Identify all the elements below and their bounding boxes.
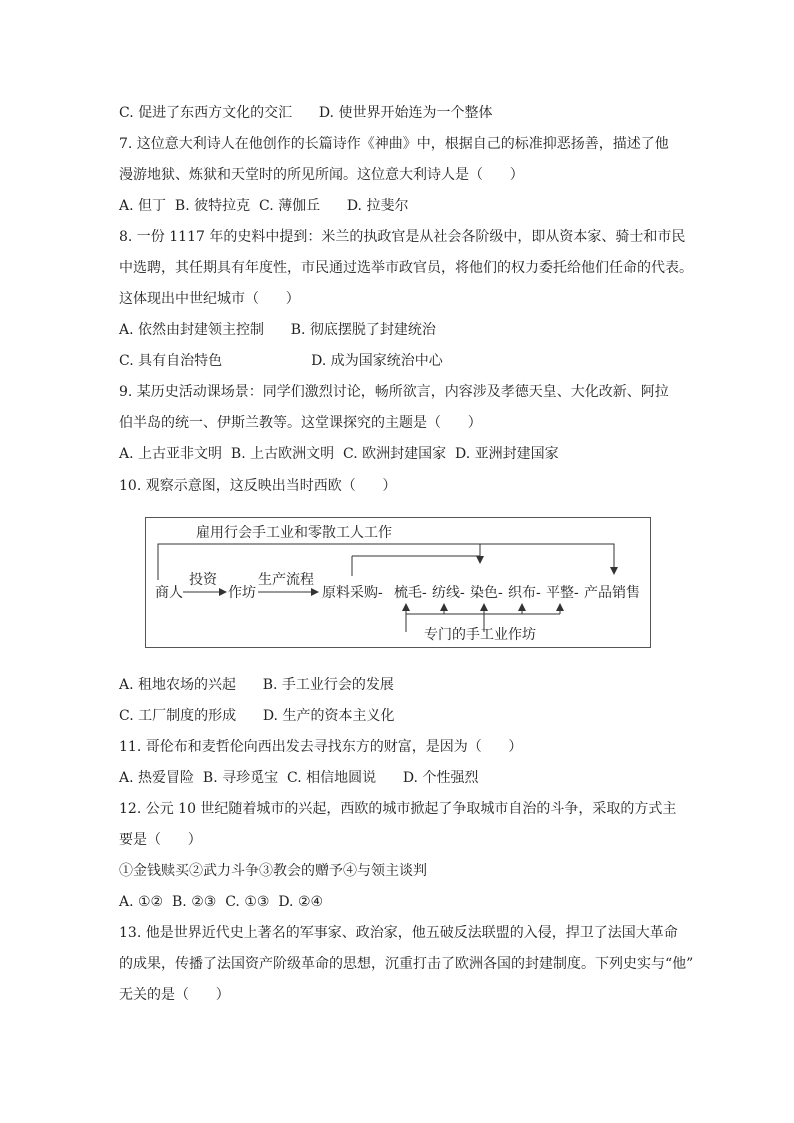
chain-dash: - xyxy=(378,585,383,601)
production-flow-diagram xyxy=(145,517,651,648)
invest-label: 投资 xyxy=(189,572,217,588)
chain-dash: - xyxy=(574,585,579,601)
text-line: 漫游地狱、炼狱和天堂时的所见所闻。这位意大利诗人是（ ） xyxy=(119,167,524,183)
text-line: 中选聘，其任期具有年度性，市民通过选举市政官员，将他们的权力委托给他们任命的代表。 xyxy=(119,260,693,276)
diagram-svg xyxy=(146,518,652,649)
text-line: 8. 一份 1117 年的史料中提到：米兰的执政官是从社会各阶级中，即从资本家、骑士和市民 xyxy=(119,229,686,245)
text-line: A. ①② B. ②③ C. ①③ D. ②④ xyxy=(119,894,324,910)
text-line: 10. 观察示意图，这反映出当时西欧（ ） xyxy=(119,478,397,494)
chain-step: 梳毛 xyxy=(394,585,422,601)
text-line: 13. 他是世界近代史上著名的军事家、政治家，他五破反法联盟的入侵，捍卫了法国大革命 xyxy=(119,925,678,941)
text-line: 11. 哥伦布和麦哲伦向西出发去寻找东方的财富，是因为（ ） xyxy=(119,739,523,755)
chain-dash: - xyxy=(498,585,503,601)
chain-step: 原料采购 xyxy=(322,585,378,601)
chain-step: 织布 xyxy=(508,585,536,601)
text-line: 7. 这位意大利诗人在他创作的长篇诗作《神曲》中，根据自己的标准抑恶扬善，描述了他 xyxy=(119,136,669,152)
workshop-label: 作坊 xyxy=(228,585,256,601)
hire-bracket-line xyxy=(158,544,614,580)
chain-dash: - xyxy=(422,585,427,601)
hire-label: 雇用行会手工业和零散工人工作 xyxy=(196,525,392,541)
text-line: A. 但丁 B. 彼特拉克 C. 薄伽丘 D. 拉斐尔 xyxy=(119,198,409,214)
text-line: C. 工厂制度的形成 D. 生产的资本主义化 xyxy=(119,708,395,724)
text-line: A. 依然由封建领主控制 B. 彻底摆脱了封建统治 xyxy=(119,322,436,338)
text-line: C. 促进了东西方文化的交汇 D. 使世界开始连为一个整体 xyxy=(119,105,493,121)
text-line: 要是（ ） xyxy=(119,832,202,848)
text-line: A. 热爱冒险 B. 寻珍觅宝 C. 相信地圆说 D. 个性强烈 xyxy=(119,770,479,786)
text-line: A. 租地农场的兴起 B. 手工业行会的发展 xyxy=(119,677,394,693)
process-chain xyxy=(322,584,640,601)
text-line: 的成果，传播了法国资产阶级革命的思想，沉重打击了欧洲各国的封建制度。下列史实与“他” xyxy=(119,956,694,972)
chain-dash: - xyxy=(536,585,541,601)
text-line: 这体现出中世纪城市（ ） xyxy=(119,291,300,307)
text-line: ①金钱赎买②武力斗争③教会的赠予④与领主谈判 xyxy=(119,863,427,879)
process-label: 生产流程 xyxy=(258,572,314,588)
text-line: 无关的是（ ） xyxy=(119,987,230,1003)
chain-step: 纺线 xyxy=(432,585,460,601)
text-line: A. 上古亚非文明 B. 上古欧洲文明 C. 欧洲封建国家 D. 亚洲封建国家 xyxy=(119,446,559,462)
text-line: 伯半岛的统一、伊斯兰教等。这堂课探究的主题是（ ） xyxy=(119,415,482,431)
chain-dash: - xyxy=(460,585,465,601)
text-line: 12. 公元 10 世纪随着城市的兴起，西欧的城市掀起了争取城市自治的斗争，采取的方式主 xyxy=(119,801,677,817)
workshop-bottom-label: 专门的手工业作坊 xyxy=(424,627,536,643)
chain-step: 平整 xyxy=(546,585,574,601)
merchant-label: 商人 xyxy=(155,585,183,601)
text-line: 9. 某历史活动课场景：同学们激烈讨论，畅所欲言，内容涉及孝德天皇、大化改新、阿拉 xyxy=(119,384,669,400)
chain-step: 产品销售 xyxy=(584,585,640,601)
chain-step: 染色 xyxy=(470,585,498,601)
text-line: C. 具有自治特色 D. 成为国家统治中心 xyxy=(119,353,443,369)
